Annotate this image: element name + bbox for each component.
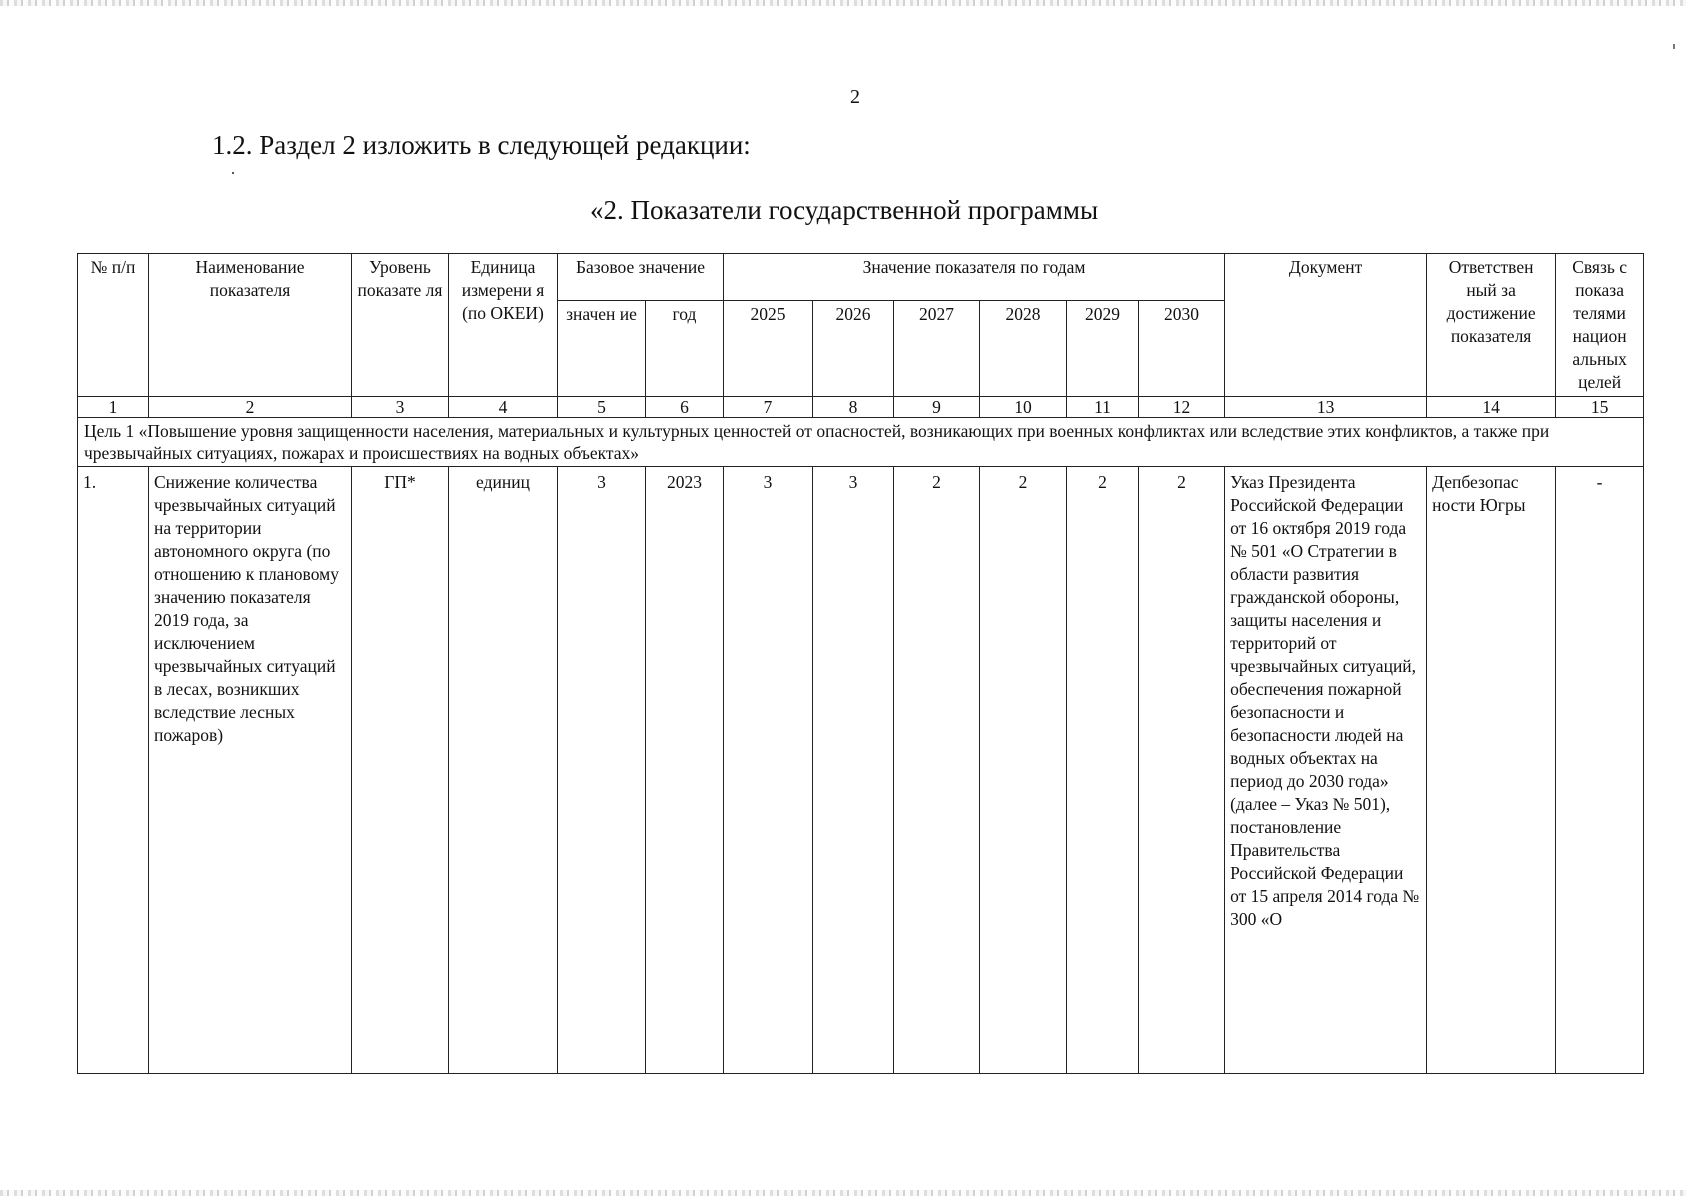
header-num: № п/п [78, 254, 149, 397]
header-unit: Единица измерени я (по ОКЕИ) [449, 254, 558, 397]
header-national-goals-link: Связь с показа телями национ альных целей [1556, 254, 1644, 397]
responsible-body: Депбезопас ности Югры [1427, 467, 1556, 1074]
scan-speck [1673, 44, 1675, 49]
column-number: 3 [352, 397, 449, 418]
header-year: 2028 [980, 300, 1067, 396]
document-reference: Указ Президента Российской Федерации от 16 октября 2019 года № 501 «О Стратегии в области развития гражданской обороны, защиты населения и территорий от чрезвычайных ситуаций, обеспечения пожарной безопасности и безопасности людей на водных объектах на период до 2030 года» (далее – Указ № 501), постановление Правительства Российской Федерации от 15 апреля 2014 года № 300 «О [1225, 467, 1427, 1074]
column-number: 1 [78, 397, 149, 418]
year-value: 2 [1139, 467, 1225, 1074]
header-document: Документ [1225, 254, 1427, 397]
base-year: 2023 [646, 467, 724, 1074]
column-number-row [78, 397, 1644, 418]
column-number: 15 [1556, 397, 1644, 418]
page-number: 2 [850, 86, 860, 108]
indicators-table [77, 253, 1644, 1074]
amendment-heading: 1.2. Раздел 2 изложить в следующей редакции: [212, 130, 751, 160]
column-number: 14 [1427, 397, 1556, 418]
indicator-unit: единиц [449, 467, 558, 1074]
header-name: Наименование показателя [149, 254, 352, 397]
year-value: 2 [1067, 467, 1139, 1074]
header-level: Уровень показате ля [352, 254, 449, 397]
table-row [78, 467, 1644, 1074]
indicator-name: Снижение количества чрезвычайных ситуаций на территории автономного округа (по отношению к плановому значению показателя 2019 года, за исключением чрезвычайных ситуаций в лесах, возникших вследствие лесных пожаров) [149, 467, 352, 1074]
goal-row [78, 418, 1644, 467]
year-value: 2 [980, 467, 1067, 1074]
row-number: 1. [78, 467, 149, 1074]
goal-text: Цель 1 «Повышение уровня защищенности населения, материальных и культурных ценностей от опасностей, возникающих при военных конфликтах или вследствие этих конфликтов, а также при чрезвычайных ситуациях, пожарах и происшествиях на водных объектах» [78, 418, 1644, 467]
column-number: 11 [1067, 397, 1139, 418]
header-year: 2030 [1139, 300, 1225, 396]
scan-edge-bottom [0, 1190, 1686, 1196]
header-values-by-year: Значение показателя по годам [724, 254, 1225, 301]
column-number: 9 [894, 397, 980, 418]
column-number: 6 [646, 397, 724, 418]
header-base-year: год [646, 300, 724, 396]
column-number: 10 [980, 397, 1067, 418]
header-year: 2029 [1067, 300, 1139, 396]
year-value: 3 [724, 467, 813, 1074]
column-number: 7 [724, 397, 813, 418]
national-goals-link: - [1556, 467, 1644, 1074]
indicator-level: ГП* [352, 467, 449, 1074]
header-year: 2025 [724, 300, 813, 396]
column-number: 12 [1139, 397, 1225, 418]
header-responsible: Ответствен ный за достижение показателя [1427, 254, 1556, 397]
scan-dot [232, 172, 234, 174]
base-value: 3 [558, 467, 646, 1074]
year-value: 2 [894, 467, 980, 1074]
column-number: 5 [558, 397, 646, 418]
header-year: 2027 [894, 300, 980, 396]
header-base: Базовое значение [558, 254, 724, 301]
column-number: 2 [149, 397, 352, 418]
column-number: 8 [813, 397, 894, 418]
year-value: 3 [813, 467, 894, 1074]
header-base-value: значен ие [558, 300, 646, 396]
header-row-1 [78, 254, 1644, 301]
header-year: 2026 [813, 300, 894, 396]
column-number: 13 [1225, 397, 1427, 418]
section-title: «2. Показатели государственной программы [590, 195, 1099, 225]
scan-edge-top [0, 0, 1686, 6]
column-number: 4 [449, 397, 558, 418]
